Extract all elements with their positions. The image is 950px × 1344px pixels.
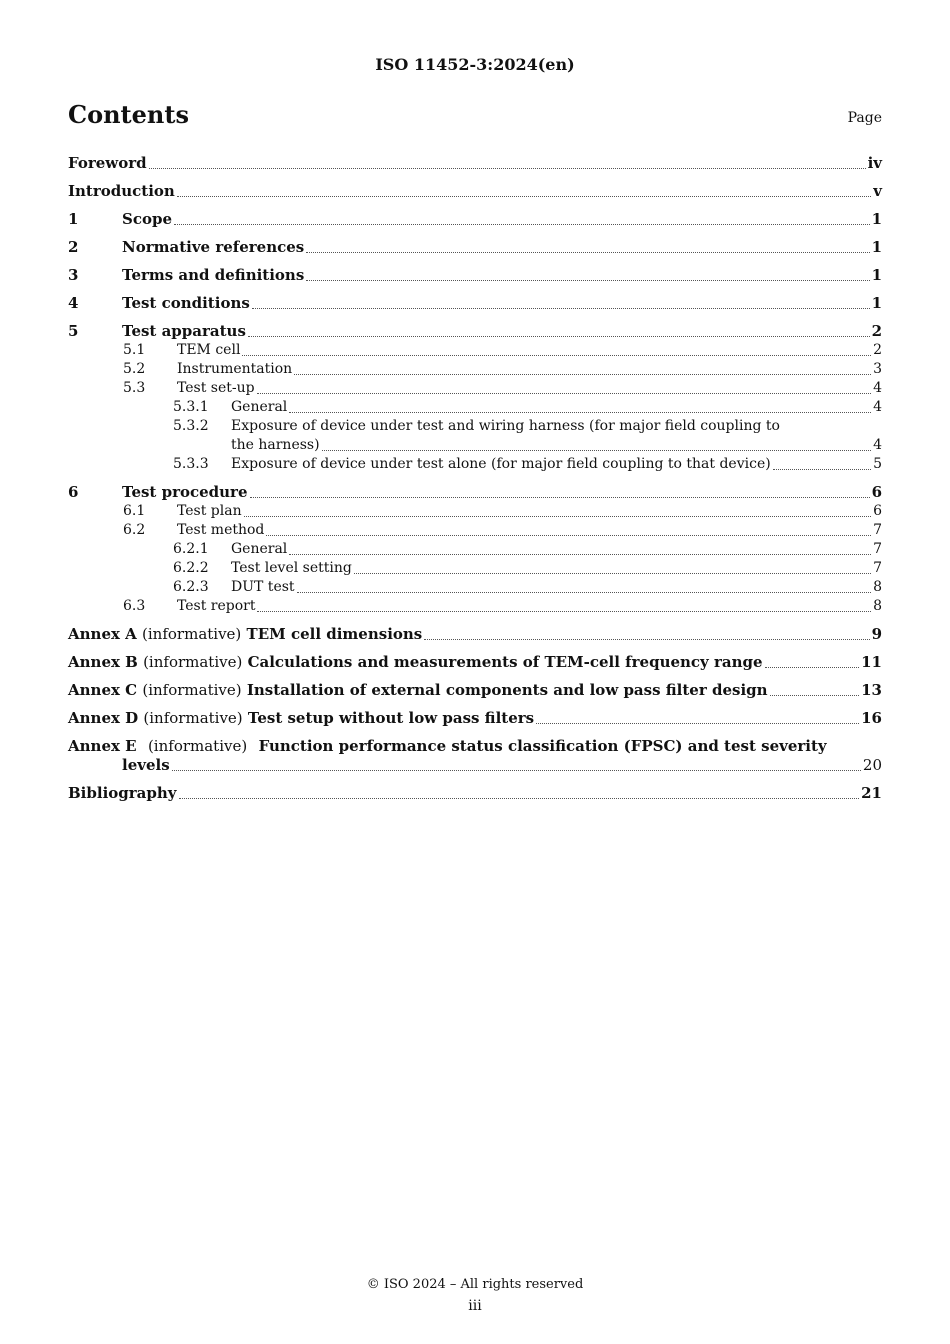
dot-leader: [294, 374, 871, 375]
toc-entry-introduction[interactable]: [68, 182, 882, 201]
toc-entry-number: 5: [68, 322, 79, 340]
dot-leader: [248, 336, 870, 337]
toc-entry-annex-d[interactable]: [68, 709, 882, 728]
toc-entry-scope[interactable]: [68, 210, 882, 229]
toc-entry-foreword[interactable]: [68, 154, 882, 173]
dot-leader: [354, 573, 871, 574]
toc-entry-page: 7: [873, 522, 882, 538]
toc-entry-general-method[interactable]: [68, 540, 882, 559]
toc-entry-dut-test[interactable]: [68, 578, 882, 597]
toc-entry-number: 1: [68, 210, 79, 228]
toc-entry-page: 1: [871, 266, 882, 284]
toc-entry-title: DUT test: [231, 579, 295, 595]
dot-leader: [252, 308, 870, 309]
toc-entry-title: Test plan: [177, 503, 242, 519]
toc-entry-title: Exposure of device under test alone (for major field coupling to that device): [231, 456, 771, 472]
toc-entry-number: 4: [68, 294, 79, 312]
dot-leader: [536, 723, 859, 724]
annex-heading: [68, 653, 763, 672]
dot-leader: [765, 667, 860, 668]
toc-entry-page: 16: [861, 709, 882, 727]
annex-label: Annex E: [68, 737, 137, 755]
toc-entry-title: Normative references: [122, 238, 305, 256]
toc-entry-annex-e[interactable]: [68, 737, 882, 775]
annex-label: Annex C: [68, 681, 138, 699]
toc-entry-page: 4: [873, 399, 882, 415]
toc-entry-number: 6.2: [123, 522, 146, 538]
annex-info: (informative): [142, 625, 242, 643]
toc-entry-title-line2: the harness): [231, 437, 320, 453]
dot-leader: [179, 798, 860, 799]
dot-leader: [306, 252, 869, 253]
toc-entry-page: 4: [873, 380, 882, 396]
toc-entry-annex-c[interactable]: [68, 681, 882, 700]
toc-entry-number: 2: [68, 238, 79, 256]
toc-entry-general-setup[interactable]: [68, 398, 882, 417]
page-column-label: Page: [847, 110, 882, 126]
toc-entry-test-method[interactable]: [68, 521, 882, 540]
dot-leader: [289, 554, 871, 555]
dot-leader: [177, 196, 871, 197]
dot-leader: [773, 469, 871, 470]
toc-entry-number: 3: [68, 266, 79, 284]
toc-entry-title: Test level setting: [231, 560, 352, 576]
toc-entry-page: 20: [862, 756, 882, 774]
toc-entry-title-line1: Exposure of device under test and wiring harness (for major field coupling to: [231, 418, 780, 434]
toc-entry-page: 5: [873, 456, 882, 472]
annex-title: Test setup without low pass filters: [247, 709, 535, 727]
annex-title-line2: levels: [122, 756, 170, 774]
toc-entry-page: 11: [861, 653, 882, 671]
annex-title: Calculations and measurements of TEM-cell frequency range: [247, 653, 763, 671]
toc-entry-title: Terms and definitions: [122, 266, 305, 284]
toc-entry-bibliography[interactable]: [68, 784, 882, 803]
toc-entry-title: Test conditions: [122, 294, 250, 312]
toc-entry-page: 3: [873, 361, 882, 377]
table-of-contents: [68, 154, 882, 803]
toc-entry-number: 6.2.1: [173, 541, 209, 557]
toc-entry-title: Test report: [177, 598, 256, 614]
toc-entry-test-set-up[interactable]: [68, 379, 882, 398]
toc-entry-page: 6: [873, 503, 882, 519]
toc-entry-exposure-dut-harness[interactable]: [68, 417, 882, 455]
toc-entry-page: 1: [871, 210, 882, 228]
annex-label: Annex B: [68, 653, 138, 671]
dot-leader: [424, 639, 869, 640]
toc-entry-page: 13: [861, 681, 882, 699]
dot-leader: [174, 224, 870, 225]
toc-entry-annex-b[interactable]: [68, 653, 882, 672]
dot-leader: [306, 280, 869, 281]
toc-entry-title: Scope: [122, 210, 173, 228]
toc-entry-page: 7: [873, 541, 882, 557]
toc-entry-number: 5.2: [123, 361, 146, 377]
toc-entry-title: General: [231, 399, 288, 415]
annex-heading: [68, 709, 534, 728]
dot-leader: [257, 393, 871, 394]
toc-entry-test-conditions[interactable]: [68, 294, 882, 313]
toc-entry-page: 7: [873, 560, 882, 576]
toc-entry-test-procedure[interactable]: [68, 483, 882, 502]
dot-leader: [770, 695, 860, 696]
annex-info: (informative): [147, 737, 248, 755]
toc-entry-page: 9: [871, 625, 882, 643]
spacer: [838, 737, 882, 756]
toc-entry-page: 8: [873, 579, 882, 595]
annex-title: TEM cell dimensions: [246, 625, 423, 643]
annex-title: Installation of external components and low pass filter design: [246, 681, 768, 699]
toc-entry-title: Bibliography: [68, 784, 177, 802]
toc-entry-tem-cell[interactable]: [68, 341, 882, 360]
annex-title-line1: Function performance status classification (FPSC) and test severity: [258, 737, 827, 755]
toc-entry-title-block: [231, 417, 882, 455]
toc-entry-title: Test method: [177, 522, 265, 538]
toc-entry-title: TEM cell: [177, 342, 241, 358]
dot-leader: [322, 450, 872, 451]
dot-leader: [289, 412, 871, 413]
annex-info: (informative): [143, 653, 243, 671]
toc-entry-page: 1: [871, 294, 882, 312]
toc-entry-test-apparatus[interactable]: [68, 322, 882, 341]
toc-entry-title: Test set-up: [177, 380, 255, 396]
toc-entry-number: 6.1: [123, 503, 146, 519]
toc-entry-title: Introduction: [68, 182, 175, 200]
dot-leader: [149, 168, 866, 169]
toc-entry-title: Foreword: [68, 154, 147, 172]
toc-entry-number: 6.2.2: [173, 560, 209, 576]
toc-entry-terms-and-definitions[interactable]: [68, 266, 882, 285]
toc-entry-title: General: [231, 541, 288, 557]
annex-info: (informative): [142, 681, 242, 699]
toc-entry-normative-references[interactable]: [68, 238, 882, 257]
dot-leader: [250, 497, 870, 498]
toc-entry-title: Test apparatus: [122, 322, 246, 340]
toc-entry-number: 6.2.3: [173, 579, 209, 595]
toc-entry-page: 1: [871, 238, 882, 256]
annex-heading: [68, 737, 882, 756]
page-title: Contents: [68, 100, 189, 129]
toc-entry-exposure-dut-alone[interactable]: [68, 455, 882, 474]
annex-heading: [68, 681, 768, 700]
toc-entry-number: 6: [68, 483, 79, 501]
annex-label: Annex D: [68, 709, 139, 727]
toc-entry-instrumentation[interactable]: [68, 360, 882, 379]
toc-entry-test-level-setting[interactable]: [68, 559, 882, 578]
dot-leader: [266, 535, 871, 536]
toc-entry-number: 5.1: [123, 342, 146, 358]
copyright-notice: © ISO 2024 – All rights reserved: [366, 1277, 584, 1292]
annex-heading: [68, 625, 422, 644]
toc-entry-number: 5.3.3: [173, 456, 209, 472]
annex-label: Annex A: [68, 625, 137, 643]
toc-entry-page: 4: [873, 437, 882, 453]
dot-leader: [172, 770, 861, 771]
toc-entry-title: Instrumentation: [177, 361, 293, 377]
toc-entry-annex-a[interactable]: [68, 625, 882, 644]
toc-entry-title: Test procedure: [122, 483, 248, 501]
annex-title-line2-row: [68, 756, 882, 775]
page-number: iii: [468, 1298, 482, 1314]
dot-leader: [257, 611, 871, 612]
toc-entry-page: 2: [871, 322, 882, 340]
dot-leader: [242, 355, 871, 356]
annex-info: (informative): [143, 709, 243, 727]
toc-entry-page: 21: [861, 784, 882, 802]
toc-entry-title-line2-row: [231, 436, 882, 455]
toc-entry-number: 6.3: [123, 598, 146, 614]
toc-entry-page: 6: [871, 483, 882, 501]
document-id: ISO 11452-3:2024(en): [375, 55, 575, 74]
toc-entry-number: 5.3: [123, 380, 146, 396]
toc-entry-test-plan[interactable]: [68, 502, 882, 521]
toc-entry-page: 2: [873, 342, 882, 358]
dot-leader: [297, 592, 872, 593]
toc-entry-test-report[interactable]: [68, 597, 882, 616]
toc-entry-page: 8: [873, 598, 882, 614]
toc-entry-number: 5.3.1: [173, 399, 209, 415]
dot-leader: [244, 516, 871, 517]
toc-entry-page: iv: [867, 154, 882, 172]
toc-entry-page: v: [873, 182, 882, 200]
toc-entry-number: 5.3.2: [173, 418, 209, 434]
